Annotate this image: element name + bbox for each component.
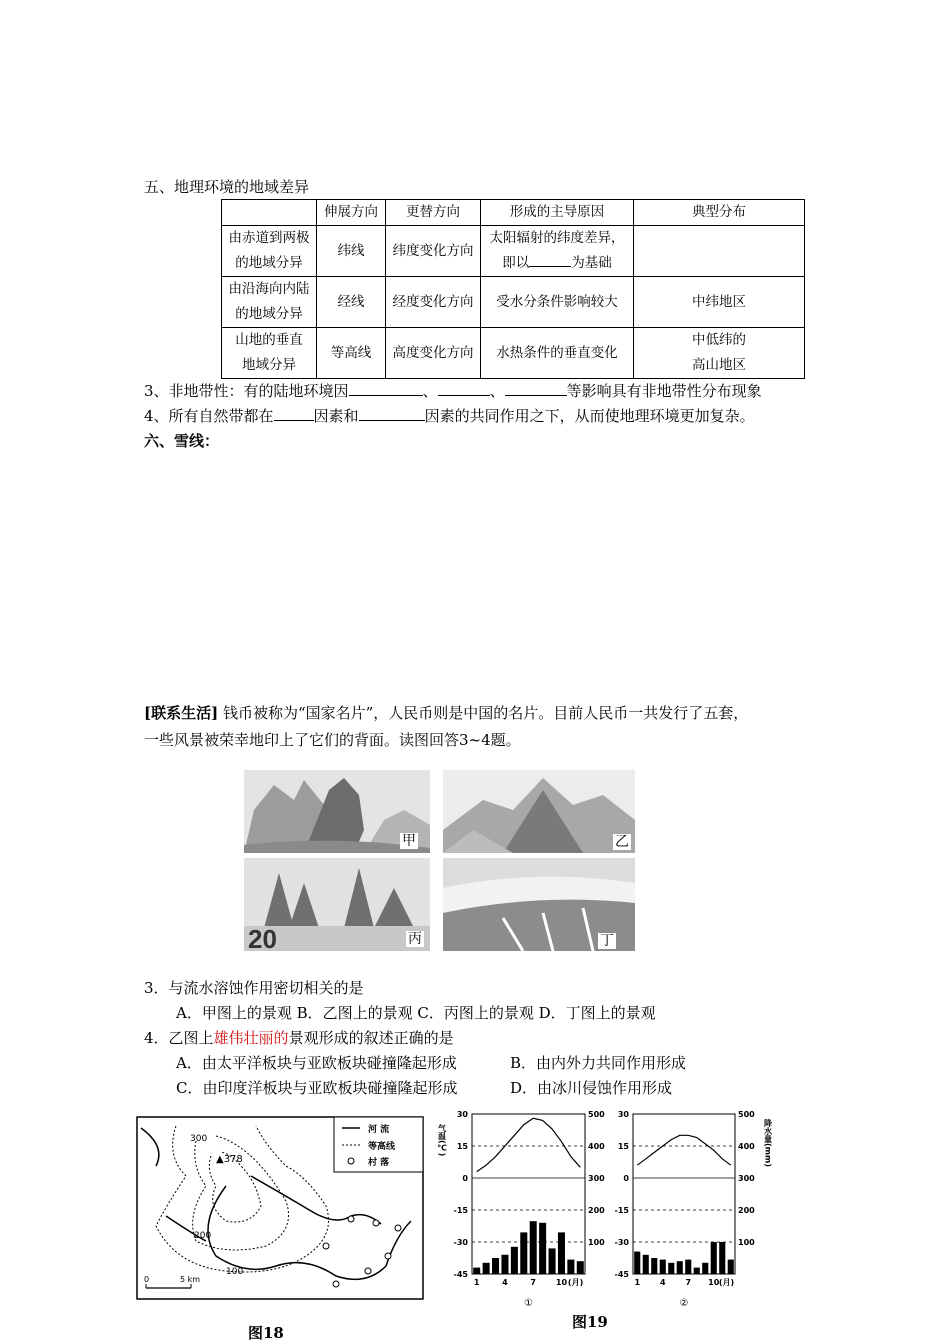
temp-tick-label: 15 (617, 1142, 629, 1151)
village-icon (348, 1216, 354, 1222)
precip-bar (483, 1263, 490, 1274)
table-cell: 经线 (317, 277, 386, 328)
chart-number-label: ① (524, 1298, 533, 1309)
temp-tick-label: -45 (453, 1270, 468, 1279)
contour-label: 300 (190, 1134, 208, 1144)
table-cell: 中低纬的 高山地区 (634, 328, 805, 379)
precip-bar (702, 1263, 708, 1274)
section-title-6: 六、雪线： (144, 432, 220, 450)
contour-map (136, 1116, 424, 1300)
precip-tick-label: 400 (738, 1142, 755, 1151)
landscape-image-bing (244, 858, 430, 951)
village-icon (373, 1220, 379, 1226)
temp-tick-label: -15 (614, 1206, 629, 1215)
question-4-stem: 4．乙图上雄伟壮丽的景观形成的叙述正确的是 (144, 1029, 454, 1047)
table-cell: 受水分条件影响较大 (481, 277, 634, 328)
precip-bar (558, 1232, 565, 1274)
precip-bar (668, 1263, 674, 1274)
question-4-option-d: D．由冰川侵蚀作用形成 (510, 1079, 673, 1097)
table-header-cell: 典型分布 (634, 200, 805, 226)
month-tick-label: 4 (659, 1278, 666, 1287)
question-4-option-a: A．由太平洋板块与亚欧板块碰撞隆起形成 (176, 1054, 457, 1072)
temp-tick-label: -45 (614, 1270, 629, 1279)
table-cell: 高度变化方向 (386, 328, 481, 379)
legend-river: 河 流 (368, 1125, 390, 1135)
fill-blank[interactable] (274, 406, 314, 421)
life-tag: [联系生活] (144, 704, 219, 722)
photo-label: 乙 (615, 834, 629, 850)
landscape-image-yi (443, 770, 635, 853)
fill-blank[interactable] (529, 252, 571, 267)
precip-tick-label: 300 (588, 1174, 605, 1183)
table-cell: 经度变化方向 (386, 277, 481, 328)
precip-tick-label: 500 (738, 1110, 755, 1119)
precip-bar (577, 1261, 584, 1274)
precipitation-axis-title: 降水量(mm) (763, 1119, 773, 1167)
month-tick-label: 1 (473, 1278, 480, 1287)
precip-tick-label: 300 (738, 1174, 755, 1183)
chart-frame (472, 1114, 585, 1274)
question-line-3: 3、非地带性：有的陆地环境因 、 、 等影响具有非地带性分布现象 (144, 382, 762, 400)
precip-bar (677, 1261, 683, 1274)
life-paragraph: [联系生活] 钱币被称为“国家名片”，人民币则是中国的名片。目前人民币一共发行了五套， 一些风景被荣幸地印上了它们的背面。读图回答3~4题。 (144, 704, 749, 749)
precip-bar (492, 1258, 499, 1274)
temperature-axis-title: 气温(℃) (437, 1124, 447, 1157)
fill-blank[interactable] (359, 406, 425, 421)
precip-bar (520, 1232, 527, 1274)
fill-blank[interactable] (438, 381, 490, 396)
temp-tick-label: 15 (456, 1142, 468, 1151)
chart-number-label: ② (679, 1298, 689, 1309)
month-tick-label: 4 (502, 1278, 508, 1287)
zonal-differentiation-table (221, 199, 805, 379)
temp-tick-label: -30 (614, 1238, 629, 1247)
river (141, 1128, 159, 1166)
photo-ding (443, 858, 635, 951)
photo-label: 丁 (600, 933, 614, 949)
precip-bar (501, 1255, 508, 1274)
table-cell: 水热条件的垂直变化 (481, 328, 634, 379)
temperature-curve (477, 1118, 581, 1171)
table-cell: 山地的垂直 地域分异 (222, 328, 317, 379)
figure-18-caption: 图18 (248, 1324, 284, 1342)
month-tick-label: 10 (555, 1278, 568, 1287)
month-unit-label: (月) (718, 1278, 735, 1287)
temp-tick-label: 0 (462, 1174, 468, 1183)
scale-label: 0 (144, 1275, 150, 1284)
temp-tick-label: 30 (456, 1110, 468, 1119)
river (208, 1186, 411, 1279)
precip-tick-label: 200 (588, 1206, 605, 1215)
precip-bar (549, 1248, 556, 1274)
month-tick-label: 7 (685, 1278, 692, 1287)
section-title-5: 五、地理环境的地域差异 (144, 178, 310, 196)
photo-jia (244, 770, 430, 853)
precip-bar (567, 1260, 574, 1274)
precip-bar (473, 1268, 480, 1274)
table-cell: 纬线 (317, 226, 386, 277)
month-unit-label: (月) (567, 1278, 584, 1287)
month-tick-label: 10 (708, 1278, 720, 1287)
question-line-4: 4、所有自然带都在 因素和 因素的共同作用之下，从而使地理环境更加复杂。 (144, 407, 755, 425)
table-row (222, 328, 805, 379)
precip-bar (530, 1221, 537, 1274)
table-header-cell: 更替方向 (386, 200, 481, 226)
precip-bar (694, 1268, 700, 1274)
precip-tick-label: 100 (738, 1238, 755, 1247)
svg-text:20: 20 (248, 924, 277, 951)
river (251, 1176, 381, 1224)
question-3-stem: 3．与流水溶蚀作用密切相关的是 (144, 979, 364, 997)
precip-bar (511, 1247, 518, 1274)
precip-bar (643, 1255, 649, 1274)
precip-bar (728, 1260, 734, 1274)
photo-yi (443, 770, 635, 853)
fill-blank[interactable] (349, 381, 423, 396)
question-3-options: A．甲图上的景观 B．乙图上的景观 C．丙图上的景观 D．丁图上的景观 (176, 1004, 656, 1022)
contour-label: 200 (194, 1231, 212, 1241)
temperature-curve (637, 1135, 731, 1165)
temp-tick-label: -15 (453, 1206, 468, 1215)
table-cell: 中纬地区 (634, 277, 805, 328)
precip-tick-label: 200 (738, 1206, 755, 1215)
contour-label: 100 (226, 1267, 244, 1277)
legend-village: 村 落 (368, 1158, 390, 1168)
table-row (222, 277, 805, 328)
precip-tick-label: 400 (588, 1142, 605, 1151)
peak-elevation: ▲378 (216, 1154, 243, 1165)
figure-19-caption: 图19 (572, 1313, 608, 1331)
precip-bar (539, 1223, 546, 1274)
table-cell: 由沿海向内陆 的地域分异 (222, 277, 317, 328)
table-header-cell (222, 200, 317, 226)
temp-tick-label: -30 (453, 1238, 468, 1247)
precip-bar (685, 1260, 691, 1274)
precip-bar (651, 1258, 657, 1274)
village-icon (385, 1253, 391, 1259)
table-cell: 等高线 (317, 328, 386, 379)
month-tick-label: 7 (530, 1278, 536, 1287)
village-icon (365, 1268, 371, 1274)
table-cell (634, 226, 805, 277)
precip-tick-label: 500 (588, 1110, 605, 1119)
photo-label: 甲 (402, 833, 416, 849)
village-icon (333, 1281, 339, 1287)
table-cell: 由赤道到两极 的地域分异 (222, 226, 317, 277)
village-legend-icon (348, 1158, 354, 1164)
precip-bar (719, 1242, 725, 1274)
table-header-cell: 伸展方向 (317, 200, 386, 226)
precip-bar (711, 1242, 717, 1274)
scale-label: 5 km (180, 1275, 201, 1284)
legend-contour: 等高线 (368, 1142, 396, 1152)
table-row (222, 226, 805, 277)
village-icon (323, 1243, 329, 1249)
table-cell: 纬度变化方向 (386, 226, 481, 277)
temp-tick-label: 0 (623, 1174, 629, 1183)
fill-blank[interactable] (505, 381, 567, 396)
table-cell: 太阳辐射的纬度差异， 即以 为基础 (481, 226, 634, 277)
table-header-cell: 形成的主导原因 (481, 200, 634, 226)
photo-label: 丙 (408, 931, 422, 947)
question-4-option-b: B．由内外力共同作用形成 (510, 1054, 687, 1072)
temp-tick-label: 30 (617, 1110, 629, 1119)
photo-bing (244, 858, 430, 951)
precip-bar (660, 1260, 666, 1274)
climate-charts (430, 1104, 790, 1314)
precip-tick-label: 100 (588, 1238, 605, 1247)
month-tick-label: 1 (634, 1278, 641, 1287)
village-icon (395, 1225, 401, 1231)
highlighted-text: 雄伟壮丽的 (213, 1029, 289, 1047)
question-4-option-c: C．由印度洋板块与亚欧板块碰撞隆起形成 (176, 1079, 458, 1097)
precip-bar (634, 1252, 640, 1274)
